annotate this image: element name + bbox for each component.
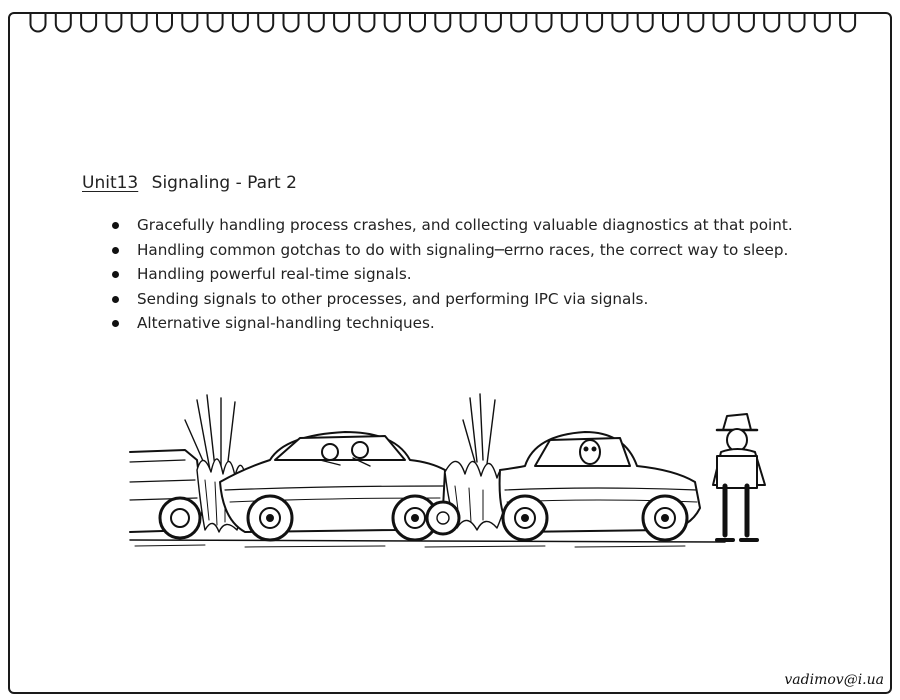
spiral-ring: [688, 14, 703, 32]
middle-car-drawing: [220, 432, 445, 540]
spiral-ring: [56, 14, 71, 32]
spiral-ring: [511, 14, 526, 32]
unit-label: Unit13: [82, 173, 139, 193]
spiral-ring: [714, 14, 729, 32]
spiral-ring: [562, 14, 577, 32]
notebook-border: [8, 12, 892, 694]
spiral-ring: [587, 14, 602, 32]
spiral-ring: [309, 14, 324, 32]
spiral-ring: [132, 14, 147, 32]
spiral-ring: [486, 14, 501, 32]
spiral-ring: [790, 14, 805, 32]
spiral-ring: [258, 14, 273, 32]
spiral-ring: [31, 14, 46, 32]
spiral-ring: [663, 14, 678, 32]
spiral-ring: [106, 14, 121, 32]
list-item: Alternative signal-handling techniques.: [110, 311, 793, 336]
spiral-ring: [334, 14, 349, 32]
spiral-ring: [284, 14, 299, 32]
spiral-ring: [638, 14, 653, 32]
ground-line: [130, 540, 725, 542]
spiral-ring: [764, 14, 779, 32]
title-text: Signaling - Part 2: [151, 173, 297, 193]
slide-title: [82, 173, 297, 193]
list-item: Sending signals to other processes, and performing IPC via signals.: [110, 287, 793, 312]
spiral-ring: [208, 14, 223, 32]
front-car-drawing: [500, 432, 700, 540]
spiral-ring: [182, 14, 197, 32]
spiral-ring: [612, 14, 627, 32]
spiral-ring: [385, 14, 400, 32]
spiral-ring: [435, 14, 450, 32]
spiral-ring: [233, 14, 248, 32]
crash-burst-right: [427, 394, 509, 534]
spiral-ring: [81, 14, 96, 32]
spiral-ring: [537, 14, 552, 32]
spiral-ring: [461, 14, 476, 32]
spiral-ring: [739, 14, 754, 32]
list-item: Gracefully handling process crashes, and collecting valuable diagnostics at that point.: [110, 213, 793, 238]
spiral-ring: [840, 14, 855, 32]
spiral-ring: [157, 14, 172, 32]
list-item: Handling powerful real-time signals.: [110, 262, 793, 287]
spiral-ring: [410, 14, 425, 32]
spiral-ring: [815, 14, 830, 32]
rear-car-drawing: [130, 450, 203, 538]
spiral-ring: [359, 14, 374, 32]
list-item: Handling common gotchas to do with signaling─errno races, the correct way to sleep.: [110, 238, 793, 263]
author-signature: vadimov@i.ua: [784, 672, 884, 688]
topic-list: [110, 213, 793, 336]
spiral-binding: [0, 0, 900, 44]
man-with-sign-drawing: [713, 414, 765, 540]
car-crash-illustration: [125, 390, 790, 555]
